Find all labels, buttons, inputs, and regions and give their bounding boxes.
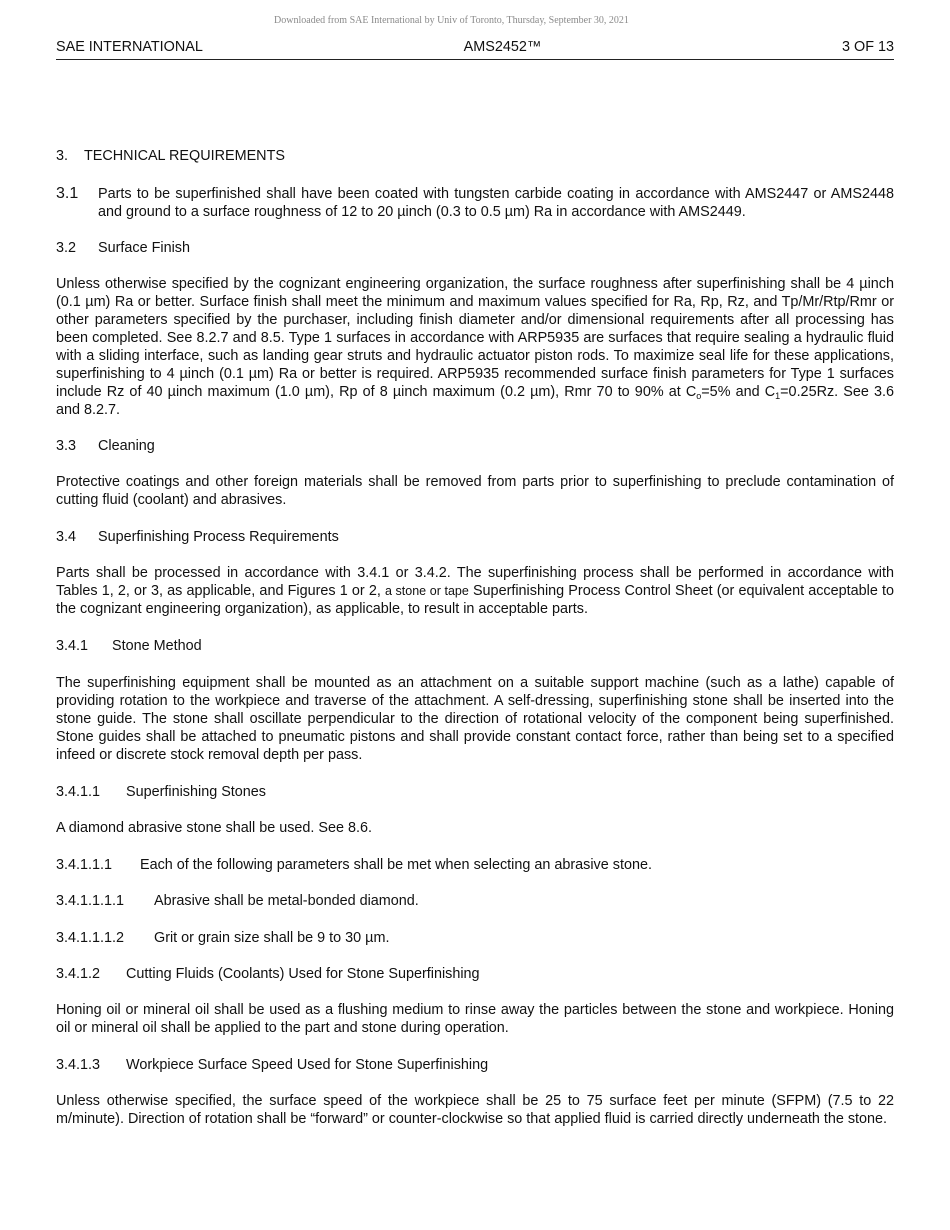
subscript-1: 1 [775, 391, 781, 401]
section-3-1-text: Parts to be superfinished shall have been coated with tungsten carbide coating in accordance with AMS2447 or AMS2448 and ground to a surface roughness of 12 to 20 µinch (0.3 to 0.5 µm) Ra in accordance with AMS2449. [98, 186, 894, 220]
section-3-4-1-heading [56, 637, 894, 655]
section-title: Surface Finish [98, 240, 190, 256]
section-3-4-1-paragraph: The superfinishing equipment shall be mounted as an attachment on a suitable support machine (such as a lathe) capable of providing rotation to the workpiece and traverse of the attachment. A self-dressing, superfinishing stone shall be inserted into the stone guide. The stone shall oscillate perpendicular to the direction of rotational velocity of the component being superfinished. Stone guides shall be attached to pneumatic pistons and shall provide constant contact force, rather than being set to a specified infeed or discrete stock removal depth per pass. [56, 675, 894, 763]
section-number: 3.4.1.1 [56, 784, 101, 800]
section-number: 3. [56, 148, 69, 164]
paragraph-text: Parts shall be processed in accordance with 3.4.1 or 3.4.2. The superfinishing process shall be performed in accordance with Tables 1, 2, or 3, as applicable, and Figures 1 or 2, [56, 565, 894, 599]
section-title: Stone Method [112, 638, 202, 654]
section-number: 3.4 [56, 529, 77, 545]
section-3-4-1-1-heading [56, 783, 894, 801]
section-title: Cleaning [98, 438, 155, 454]
section-3-4-1-1-1-2 [56, 929, 894, 947]
header-document-number: AMS2452™ [463, 39, 542, 55]
section-3-4-1-1-1-1 [56, 892, 894, 910]
section-text: Abrasive shall be metal-bonded diamond. [154, 893, 419, 909]
section-number: 3.4.1.1.1.2 [56, 930, 125, 946]
section-title: Superfinishing Stones [126, 784, 266, 800]
download-watermark: Downloaded from SAE International by Univ of Toronto, Thursday, September 30, 2021 [274, 15, 629, 26]
section-number: 3.1 [56, 185, 79, 202]
section-number: 3.4.1 [56, 638, 89, 654]
section-number: 3.4.1.1.1 [56, 857, 113, 873]
section-title: TECHNICAL REQUIREMENTS [84, 148, 285, 164]
subscript-o: o [696, 391, 702, 401]
section-text: Grit or grain size shall be 9 to 30 µm. [154, 930, 390, 946]
section-3-4-1-1-paragraph: A diamond abrasive stone shall be used. See 8.6. [56, 820, 373, 836]
section-3-2-paragraph [56, 275, 894, 419]
section-3-heading [56, 147, 894, 165]
section-3-4-heading [56, 528, 894, 546]
section-3-4-1-3-paragraph: Unless otherwise specified, the surface speed of the workpiece shall be 25 to 75 surface feet per minute (SFPM) (7.5 to 22 m/minute). Direction of rotation shall be “forward” or counter-clockwise so that applied fluid is carried directly underneath the stone. [56, 1093, 894, 1127]
section-3-3-heading [56, 437, 894, 455]
paragraph-text: =0.25Rz. See 3.6 and 8.2.7. [56, 384, 895, 418]
section-3-4-1-2-heading [56, 965, 894, 983]
section-number: 3.3 [56, 438, 77, 454]
header-page-number: 3 OF 13 [842, 39, 894, 55]
section-number: 3.2 [56, 240, 77, 256]
paragraph-text: Unless otherwise specified by the cognizant engineering organization, the surface roughness after superfinishing shall be 4 µinch (0.1 µm) Ra or better. Surface finish shall meet the minimum and maximum values specified for Ra, Rp, Rz, and Tp/Mr/Rtp/Rmr or other parameters specified by the purchaser, including finish diameter and/or dimensional requirements after all processing has been completed. See 8.2.7 and 8.5. Type 1 surfaces in accordance with ARP5935 are surfaces that require sealing a hydraulic fluid with a sliding interface, such as landing gear struts and hydraulic actuator piston rods. To maximize seal life for these applications, superfinishing to 4 µinch (0.1 µm) Ra or better is required. ARP5935 recommended surface finish parameters for Type 1 surfaces include Rz of 40 µinch maximum (1.0 µm), Rp of 8 µinch maximum (0.2 µm), Rmr 70 to 90% at C [56, 276, 894, 400]
section-text: Each of the following parameters shall be met when selecting an abrasive stone. [140, 857, 652, 873]
header-publisher: SAE INTERNATIONAL [56, 39, 203, 55]
section-3-4-1-1-1 [56, 856, 894, 874]
section-number: 3.4.1.3 [56, 1057, 101, 1073]
section-3-4-paragraph [56, 564, 894, 618]
section-3-4-1-3-heading [56, 1056, 894, 1074]
paragraph-text: =5% and C [701, 384, 776, 400]
section-number: 3.4.1.2 [56, 966, 101, 982]
paragraph-text-small: a stone or tape [384, 584, 469, 598]
paragraph-text: Superfinishing Process Control Sheet (or equivalent acceptable to the cognizant engineering organization), as applicable, to result in acceptable parts. [56, 583, 894, 617]
section-title: Superfinishing Process Requirements [98, 529, 339, 545]
section-3-4-1-2-paragraph: Honing oil or mineral oil shall be used as a flushing medium to rinse away the particles between the stone and workpiece. Honing oil or mineral oil shall be applied to the part and stone during operation. [56, 1002, 894, 1036]
section-3-1 [56, 185, 894, 221]
running-header [56, 39, 894, 60]
section-3-2-heading [56, 239, 894, 257]
section-title: Cutting Fluids (Coolants) Used for Stone Superfinishing [126, 966, 480, 982]
document-body [56, 147, 894, 1128]
section-3-3-paragraph: Protective coatings and other foreign materials shall be removed from parts prior to superfinishing to preclude contamination of cutting fluid (coolant) and abrasives. [56, 474, 894, 508]
section-title: Workpiece Surface Speed Used for Stone Superfinishing [126, 1057, 489, 1073]
section-number: 3.4.1.1.1.1 [56, 893, 125, 909]
